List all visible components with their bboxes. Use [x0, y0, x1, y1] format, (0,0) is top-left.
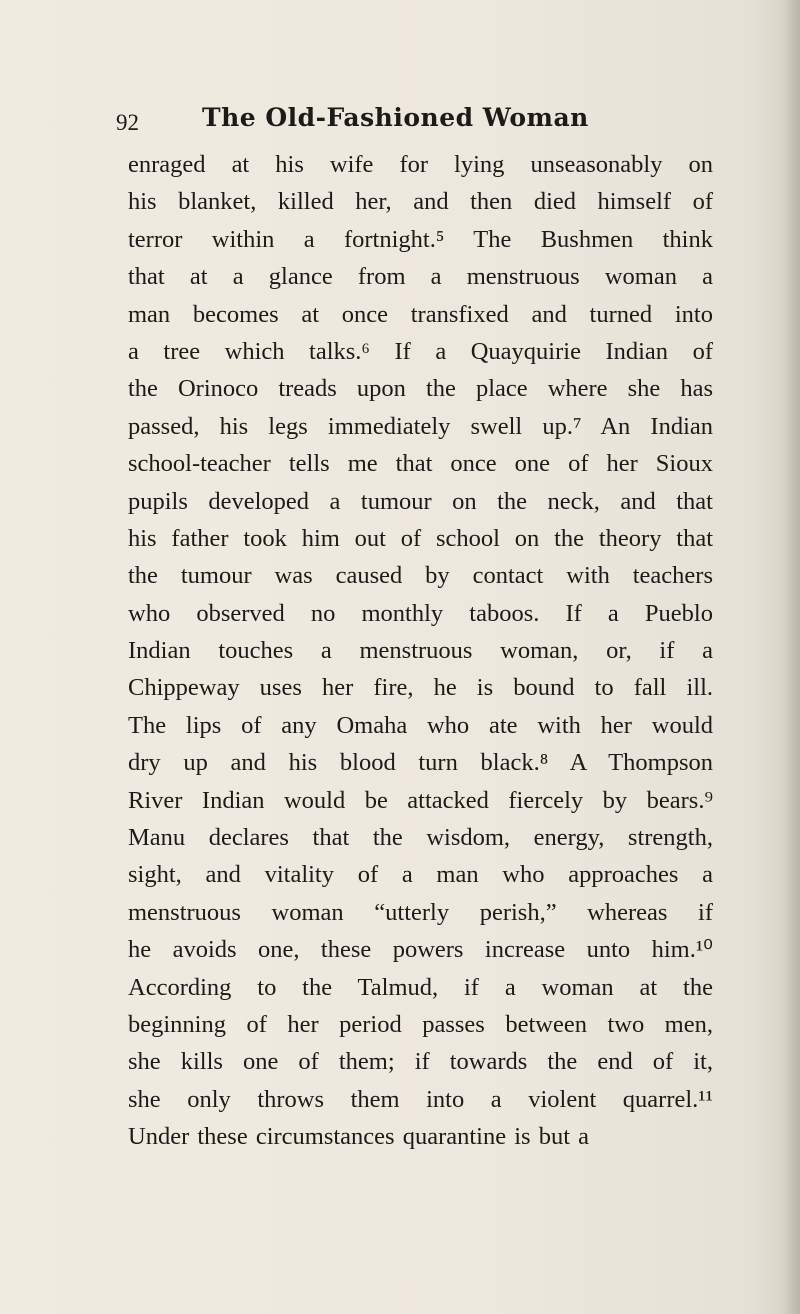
text-line: Under these circumstances quarantine is but a: [128, 1123, 590, 1151]
text-line: the Orinoco treads upon the place where she has: [128, 375, 713, 403]
text-line: pupils developed a tumour on the neck, and that: [128, 487, 713, 515]
text-line: school-teacher tells me that once one of her Sioux: [128, 450, 713, 478]
text-line: beginning of her period passes between two men,: [128, 1010, 713, 1038]
text-line: enraged at his wife for lying unseasonably on: [128, 151, 713, 178]
text-line: The lips of any Omaha who ate with her would: [128, 711, 713, 739]
text-line: dry up and his blood turn black.⁸ A Thompson: [128, 749, 713, 777]
page-edge-shadow: [782, 0, 800, 1314]
text-line: his father took him out of school on the theory that: [128, 524, 713, 552]
text-line: he avoids one, these powers increase unto him.¹⁰: [128, 936, 713, 964]
page-header: [116, 103, 676, 143]
text-line: Indian touches a menstruous woman, or, if a: [128, 637, 713, 665]
text-line: sight, and vitality of a man who approaches a: [128, 861, 713, 889]
text-line: Chippeway uses her fire, he is bound to fall ill.: [128, 674, 713, 702]
body-text: [128, 146, 713, 1156]
text-line: she kills one of them; if towards the end of it,: [128, 1048, 713, 1076]
text-line: that at a glance from a menstruous woman a: [128, 263, 713, 291]
text-line: Manu declares that the wisdom, energy, strength,: [128, 824, 713, 852]
page-number: 92: [116, 110, 139, 135]
text-line: she only throws them into a violent quarrel.¹¹: [128, 1085, 713, 1113]
text-line: terror within a fortnight.⁵ The Bushmen think: [128, 225, 713, 253]
text-line: who observed no monthly taboos. If a Pueblo: [128, 599, 713, 627]
text-line: a tree which talks.⁶ If a Quayquirie Indian of: [128, 337, 713, 365]
text-line: his blanket, killed her, and then died himself of: [128, 188, 713, 216]
running-title: The Old-Fashioned Woman: [202, 103, 589, 132]
text-line: passed, his legs immediately swell up.⁷ An Indian: [128, 412, 713, 440]
text-line: man becomes at once transfixed and turned into: [128, 300, 713, 328]
text-line: According to the Talmud, if a woman at the: [128, 973, 713, 1001]
text-line: the tumour was caused by contact with teachers: [128, 562, 713, 590]
text-line: menstruous woman “utterly perish,” whereas if: [128, 898, 713, 926]
text-line: River Indian would be attacked fiercely by bears.⁹: [128, 786, 713, 814]
